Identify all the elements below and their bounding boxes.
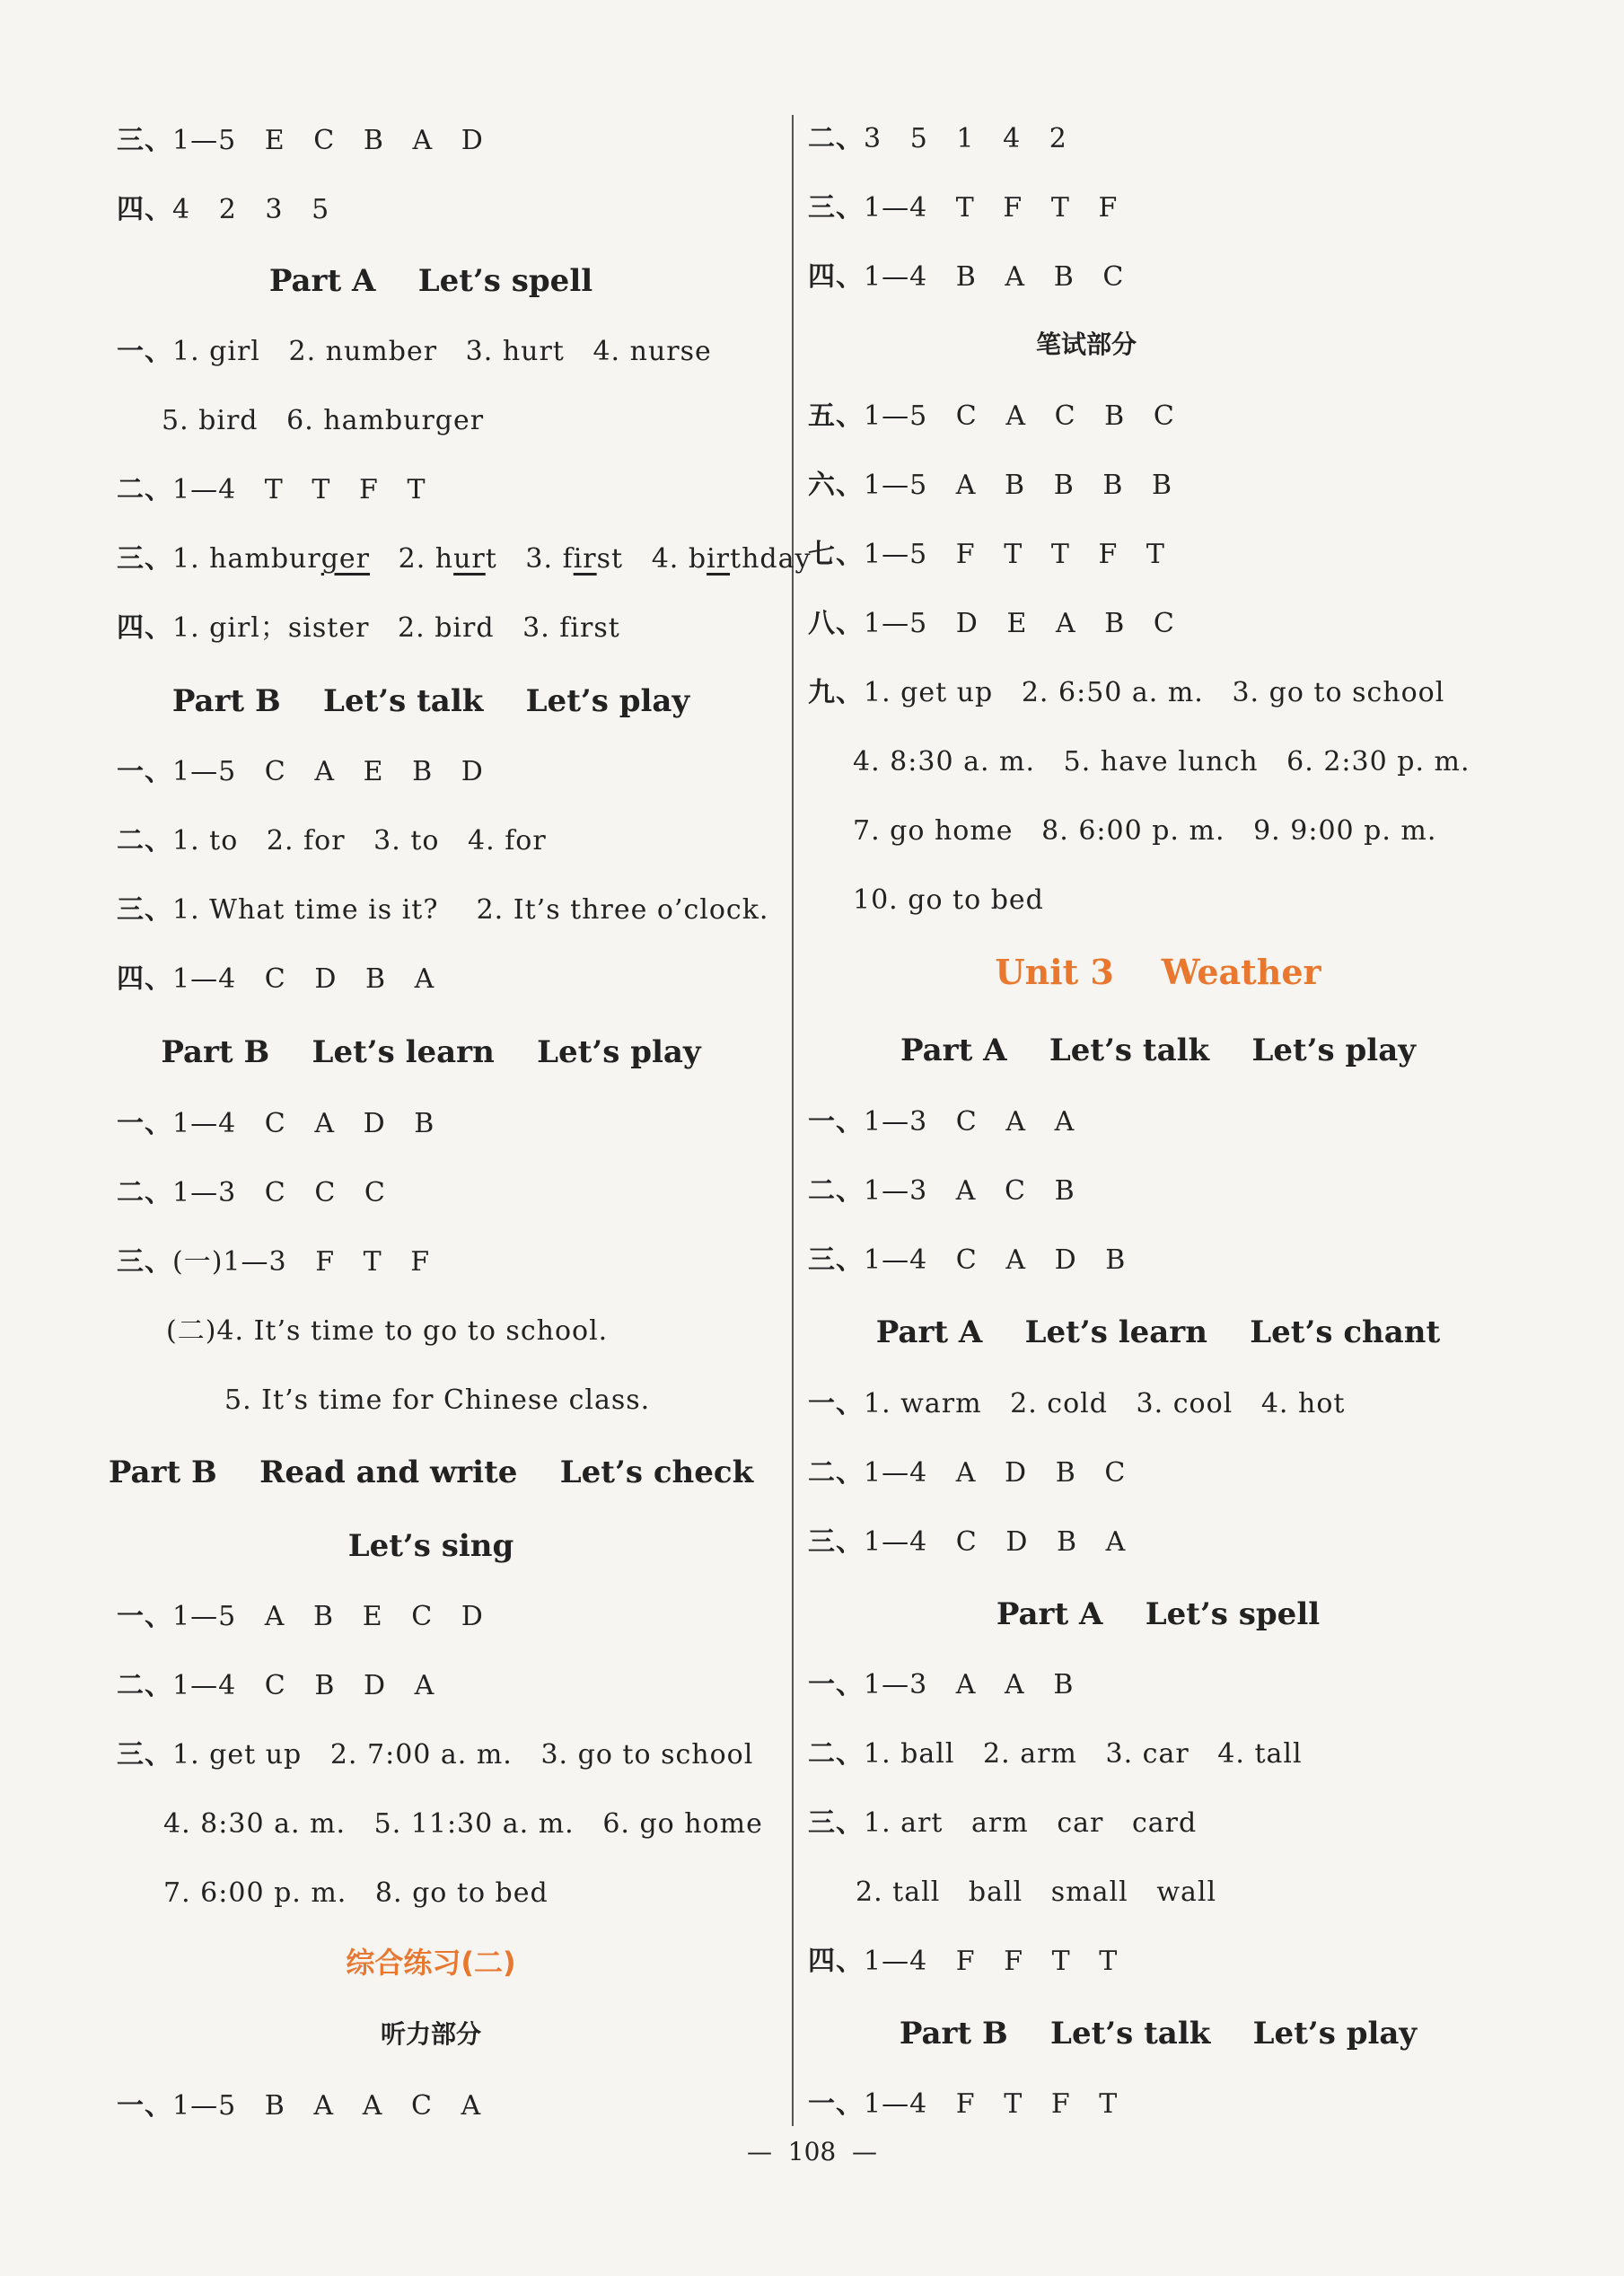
question-number: 一、 [808,1388,864,1419]
question-number: 四、 [117,194,172,225]
question-number: 三、 [808,1244,864,1276]
answer-row: 一、1—3 A A B [808,1669,1075,1700]
answer-row: 四、1. girl；sister 2. bird 3. first [117,612,620,644]
answer-row: 一、1—3 C A A [808,1106,1075,1138]
subsection-title: 笔试部分 [1035,330,1137,359]
answer-row: 七、1—5 F T T F T [808,539,1165,570]
answer-row: 二、1—4 T T F T [117,474,426,505]
answer-row: 二、1—4 C B D A [117,1670,435,1701]
question-number: 二、 [808,1738,864,1770]
answer-row: 一、1. warm 2. cold 3. cool 4. hot [808,1388,1346,1419]
question-number: 四、 [117,963,172,995]
column-divider [792,115,794,2126]
answer-row: 一、1—4 F T F T [808,2088,1119,2120]
question-number: 八、 [808,608,864,639]
answer-row-continuation: 7. go home 8. 6:00 p. m. 9. 9:00 p. m. [853,815,1437,847]
question-number: 一、 [117,756,172,787]
section-heading: Part B Let’s talk Let’s play [171,683,690,719]
answer-row-continuation: 5. bird 6. hamburger [162,405,485,436]
question-number: 一、 [117,1108,172,1139]
question-number: 三、 [117,894,172,926]
exercise-title: 综合练习(二) [346,1946,516,1980]
answer-row-continuation: 4. 8:30 a. m. 5. 11:30 a. m. 6. go home [163,1808,763,1840]
answer-row: 四、4 2 3 5 [117,194,330,225]
question-number: 三、 [808,192,864,224]
answer-row: 一、1. girl 2. number 3. hurt 4. nurse [117,336,712,367]
question-number: 二、 [117,474,172,505]
question-number: 二、 [808,1175,864,1207]
section-heading: Part B Let’s learn Let’s play [161,1034,701,1070]
answer-row: 二、1—3 C C C [117,1177,386,1208]
section-heading: Part B Let’s talk Let’s play [899,2016,1418,2052]
answer-row: 一、1—5 C A E B D [117,756,484,787]
answer-row: 三、1. What time is it? 2. It’s three o’clock. [117,894,769,926]
section-heading: Part B Read and write Let’s check [108,1454,754,1490]
answer-row-continuation: 10. go to bed [853,884,1044,916]
answer-row: 二、1. to 2. for 3. to 4. for [117,825,547,857]
question-number: 三、 [808,1526,864,1558]
answer-row-continuation: 5. It’s time for Chinese class. [224,1384,651,1416]
question-number: 九、 [808,677,864,708]
answer-row: 一、1—5 B A A C A [117,2090,482,2122]
question-number: 一、 [117,1601,172,1632]
question-number: 一、 [808,1669,864,1700]
question-number: 六、 [808,470,864,501]
answer-row: 一、1—5 A B E C D [117,1601,484,1632]
question-number: 三、 [117,1739,172,1771]
answer-row: 三、1—5 E C B A D [117,125,484,156]
answer-row-continuation: (二)4. It’s time to go to school. [166,1315,609,1347]
answer-row: 三、1. art arm car card [808,1807,1198,1839]
question-number: 七、 [808,539,864,570]
answer-row: 五、1—5 C A C B C [808,400,1175,432]
question-number: 五、 [808,400,864,432]
answer-row: 三、1—4 C A D B [808,1244,1127,1276]
answer-row: 二、1—4 A D B C [808,1457,1127,1489]
answer-row: 一、1—4 C A D B [117,1108,435,1139]
question-number: 三、 [117,543,172,575]
question-number: 三、 [808,1807,864,1839]
question-number: 二、 [117,1177,172,1208]
answer-row: 三、1. hamburger 2. hurt 3. first 4. birthday [117,543,812,575]
question-number: 一、 [117,2090,172,2122]
section-heading: Part A Let’s spell [268,263,593,299]
question-number: 二、 [808,123,864,154]
answer-row-continuation: 4. 8:30 a. m. 5. have lunch 6. 2:30 p. m. [853,746,1470,778]
answer-row: 四、1—4 B A B C [808,261,1125,293]
question-number: 三、 [117,125,172,156]
question-number: 一、 [117,336,172,367]
answer-row: 四、1—4 C D B A [117,963,435,995]
question-number: 一、 [808,2088,864,2120]
question-number: 二、 [808,1457,864,1489]
section-heading: Part A Let’s learn Let’s chant [875,1314,1441,1350]
section-heading: Let’s sing [347,1528,514,1564]
question-number: 四、 [117,612,172,644]
page-number: — 108 — [746,2137,878,2166]
question-number: 二、 [117,825,172,857]
answer-row: 四、1—4 F F T T [808,1946,1119,1977]
question-number: 三、 [117,1246,172,1278]
answer-row: 二、3 5 1 4 2 [808,123,1067,154]
answer-row-continuation: 2. tall ball small wall [856,1876,1217,1908]
answer-row-continuation: 7. 6:00 p. m. 8. go to bed [163,1877,549,1909]
answer-row: 六、1—5 A B B B B [808,470,1173,501]
answer-row: 三、1—4 T F T F [808,192,1119,224]
subsection-title: 听力部分 [380,2019,481,2049]
answer-row: 二、1. ball 2. arm 3. car 4. tall [808,1738,1303,1770]
question-number: 四、 [808,1946,864,1977]
section-heading: Part A Let’s spell [996,1596,1321,1632]
answer-row: 二、1—3 A C B [808,1175,1075,1207]
answer-row: 三、(一)1—3 F T F [117,1246,431,1278]
section-heading: Part A Let’s talk Let’s play [900,1033,1416,1068]
question-number: 四、 [808,261,864,293]
unit-title: Unit 3 Weather [995,952,1321,992]
question-number: 一、 [808,1106,864,1138]
answer-row: 三、1. get up 2. 7:00 a. m. 3. go to school [117,1739,754,1771]
question-number: 二、 [117,1670,172,1701]
answer-row: 九、1. get up 2. 6:50 a. m. 3. go to school [808,677,1445,708]
answer-row: 八、1—5 D E A B C [808,608,1175,639]
answer-row: 三、1—4 C D B A [808,1526,1127,1558]
